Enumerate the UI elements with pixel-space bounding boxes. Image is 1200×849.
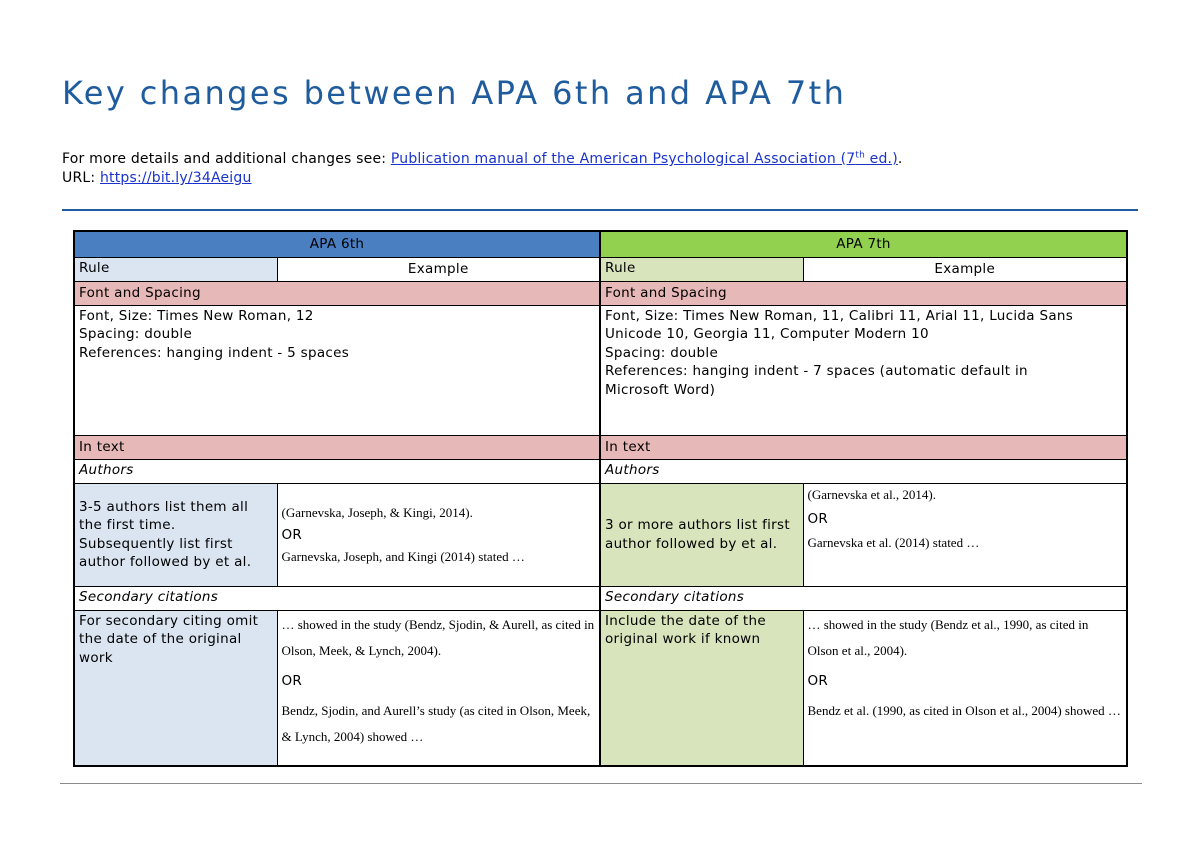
page-title: Key changes between APA 6th and APA 7th — [62, 74, 847, 112]
apa7-authors-rule: 3 or more authors list first author followed by et al. — [600, 483, 803, 586]
apa7-font-line: Microsoft Word) — [605, 381, 716, 398]
apa7-secondary-example-1: … showed in the study (Bendz et al., 1990, as cited in Olson et al., 2004). — [807, 616, 1089, 658]
apa6-authors-label: Authors — [74, 459, 600, 483]
manual-link[interactable]: Publication manual of the American Psychological Association (7th ed.) — [390, 150, 898, 167]
url-line — [62, 169, 903, 188]
intro-block — [62, 150, 903, 188]
authors-row — [74, 483, 1127, 586]
apa7-secondary-label: Secondary citations — [600, 586, 1127, 610]
apa6-secondary-example-2: Bendz, Sjodin, and Aurell’s study (as cited in Olson, Meek, & Lynch, 2004) showed … — [281, 702, 591, 744]
apa7-font-rules — [600, 305, 1127, 435]
apa6-font-line: References: hanging indent - 5 spaces — [79, 344, 350, 361]
header-divider — [62, 209, 1138, 211]
apa7-font-line: Font, Size: Times New Roman, 11, Calibri 11, Arial 11, Lucida Sans — [605, 307, 1074, 324]
apa6-authors-example — [277, 483, 600, 586]
apa6-authors-example-2: Garnevska, Joseph, and Kingi (2014) stated … — [281, 548, 525, 564]
url-label: URL: — [62, 170, 100, 186]
apa6-secondary-label: Secondary citations — [74, 586, 600, 610]
apa7-example-header: Example — [803, 257, 1127, 281]
url-link[interactable]: https://bit.ly/34Aeigu — [99, 170, 252, 186]
secondary-row — [74, 610, 1127, 766]
apa6-secondary-example — [277, 610, 600, 766]
apa6-intext-section: In text — [74, 435, 600, 459]
apa6-font-section: Font and Spacing — [74, 281, 600, 305]
font-content-row — [74, 305, 1127, 435]
font-section-row — [74, 281, 1127, 305]
apa7-font-line: References: hanging indent - 7 spaces (automatic default in — [605, 363, 1028, 379]
apa6-secondary-example-1: … showed in the study (Bendz, Sjodin, & Aurell, as cited in Olson, Meek, & Lynch, 2004). — [281, 616, 595, 658]
manual-reference-line: For more details and additional changes see: Publication manual of the American Psychological Association (7th ed.). — [62, 150, 903, 167]
apa7-authors-label: Authors — [600, 459, 1127, 483]
apa6-example-header: Example — [277, 257, 600, 281]
apa7-authors-example-2: Garnevska et al. (2014) stated … — [807, 534, 980, 550]
apa6-authors-or: OR — [281, 526, 303, 543]
apa6-authors-rule: 3-5 authors list them all the first time. Subsequently list first author followed by et al. — [74, 483, 277, 586]
apa7-authors-example-1: (Garnevska et al., 2014). — [807, 486, 937, 502]
secondary-label-row — [74, 586, 1127, 610]
apa6-header: APA 6th — [74, 231, 600, 257]
apa7-font-line: Spacing: double — [605, 344, 719, 361]
apa6-secondary-or: OR — [281, 672, 303, 689]
apa7-secondary-example — [803, 610, 1127, 766]
apa6-authors-example-1: (Garnevska, Joseph, & Kingi, 2014). — [281, 504, 473, 520]
manual-link-superscript: th — [855, 150, 865, 161]
apa6-font-line: Spacing: double — [79, 326, 193, 342]
intro-prefix: For more details and additional changes see: — [62, 151, 391, 167]
version-header-row — [74, 231, 1127, 257]
apa7-font-section: Font and Spacing — [600, 281, 1127, 305]
apa6-secondary-rule: For secondary citing omit the date of the original work — [74, 610, 277, 766]
apa6-font-rules — [74, 305, 600, 435]
footer-divider — [60, 783, 1142, 784]
apa7-secondary-example-2: Bendz et al. (1990, as cited in Olson et al., 2004) showed … — [807, 702, 1121, 718]
apa7-intext-section: In text — [600, 435, 1127, 459]
apa7-secondary-or: OR — [807, 672, 829, 689]
column-header-row — [74, 257, 1127, 281]
apa7-authors-example — [803, 483, 1127, 586]
apa6-font-line: Font, Size: Times New Roman, 12 — [79, 307, 314, 324]
apa7-font-line: Unicode 10, Georgia 11, Computer Modern 10 — [605, 326, 929, 342]
intext-section-row — [74, 435, 1127, 459]
authors-label-row — [74, 459, 1127, 483]
apa7-secondary-rule: Include the date of the original work if known — [600, 610, 803, 766]
apa7-header: APA 7th — [600, 231, 1127, 257]
apa6-rule-header: Rule — [74, 257, 277, 281]
apa7-rule-header: Rule — [600, 257, 803, 281]
comparison-table — [73, 230, 1128, 767]
apa7-authors-or: OR — [807, 510, 829, 527]
